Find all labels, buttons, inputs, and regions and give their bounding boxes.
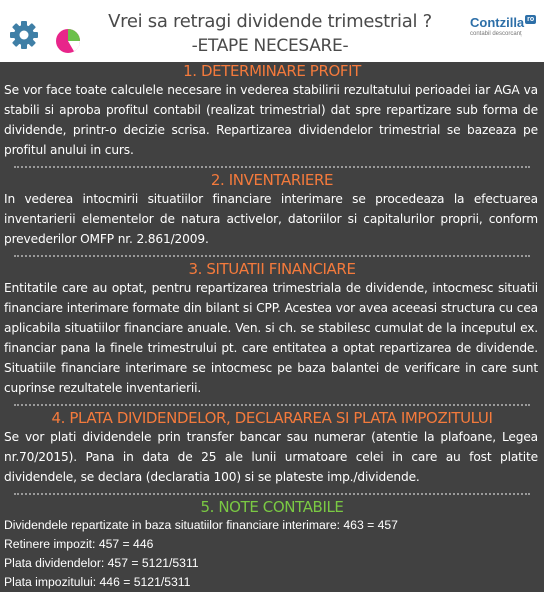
- brand-badge: ro: [527, 16, 535, 23]
- section-title-situatii-financiare: 3. SITUATII FINANCIARE: [188, 260, 356, 278]
- section-title-inventariere: 2. INVENTARIERE: [210, 171, 334, 189]
- note-line: Plata impozitului: 446 = 5121/5311: [4, 575, 191, 589]
- gear-icon[interactable]: [9, 20, 39, 50]
- section-title-determinare-profit: 1. DETERMINARE PROFIT: [183, 62, 361, 80]
- section-divider: [14, 404, 530, 406]
- section-text-situatii-financiare: Entitatile care au optat, pentru repartizarea trimestriala de dividende, intocmesc situatii financiare interimare formate din bilant si CPP. Acestea vor avea aceeasi structura cu cea aplicabila situatiilor financiare anuale. Ven. si ch. se stabilesc cumulat de la inceputul ex. financiar pana la finele trimestrului pt. care entitatea a optat repartizarea de dividende. Situatiile financiare interimare se intocmesc pe baza balantei de verificare in care sunt cuprinse rezultatele inventarierii.: [4, 281, 538, 395]
- brand-tagline: contabil descorcanț: [470, 31, 522, 37]
- note-list: [4, 516, 540, 592]
- note-line: Retinere impozit: 457 = 446: [4, 537, 154, 551]
- brand-logo[interactable]: [470, 15, 542, 37]
- pie-chart-icon[interactable]: [55, 28, 81, 54]
- section-text-determinare-profit: Se vor face toate calculele necesare in vederea stabilirii rezultatului perioadei iar AGA va stabili si aproba profitul contabil (realizat trimestrial) dat spre repartizare sub forma de dividende, printr-o decizie scrisa. Repartizarea dividendelor trimestrial se bazeaza pe profitul anului in curs.: [4, 83, 538, 157]
- note-line: Dividendele repartizate in baza situatiilor financiare interimare: 463 = 457: [4, 518, 398, 532]
- section-title-note-contabile: 5. NOTE CONTABILE: [200, 498, 344, 516]
- note-line: Plata dividendelor: 457 = 5121/5311: [4, 556, 199, 570]
- header: [0, 0, 544, 62]
- page-subtitle: -ETAPE NECESARE-: [191, 36, 349, 56]
- page-title: Vrei sa retragi dividende trimestrial ?: [108, 11, 432, 32]
- section-text-plata-dividendelor: Se vor plati dividendele prin transfer bancar sau numerar (atentie la plafoane, Legea nr.70/2015). Pana in data de 25 ale lunii urmatoare celei in care au fost platite dividendele, se declara (declaratia 100) si se plateste imp./dividende.: [4, 430, 538, 484]
- section-divider: [14, 493, 530, 495]
- main-content: [0, 62, 544, 592]
- section-title-plata-dividendelor: 4. PLATA DIVIDENDELOR, DECLARAREA SI PLATA IMPOZITULUI: [51, 409, 493, 427]
- brand-name: Contzilla: [470, 15, 525, 30]
- section-divider: [14, 255, 530, 257]
- section-text-inventariere: In vederea intocmirii situatiilor financiare interimare se procedeaza la efectuarea inventarierii elementelor de natura activelor, datoriilor si capitalurilor proprii, conform prevederilor OMFP nr. 2.861/2009.: [4, 192, 538, 246]
- section-divider: [14, 166, 530, 168]
